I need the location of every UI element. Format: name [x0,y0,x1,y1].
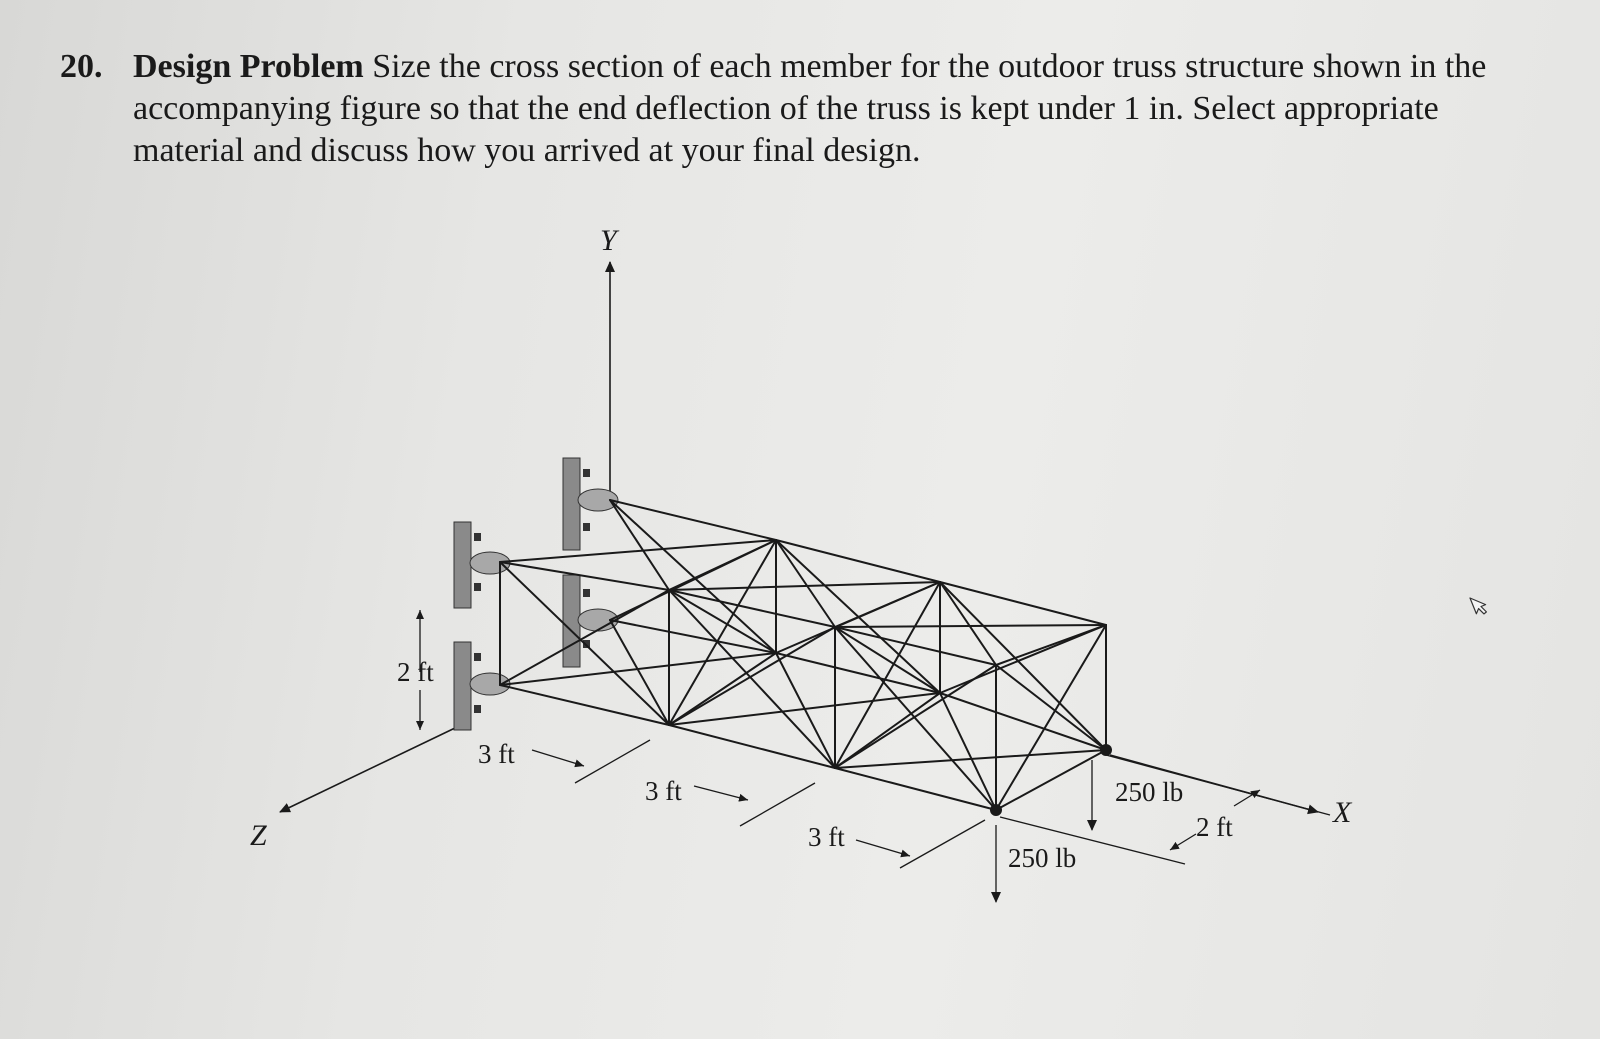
support-top-front [454,522,510,608]
truss-members [500,500,1106,810]
x-axis-label: X [1333,796,1352,829]
bay3-dimension-label: 3 ft [808,822,845,852]
loaded-joint-back [1100,744,1112,756]
load-front-label: 250 lb [1008,843,1077,873]
problem-number: 20. [60,48,103,85]
bay2-dimension-label: 3 ft [645,776,682,806]
z-axis [280,728,455,812]
wall-supports [454,458,618,730]
problem-heading: Design Problem [133,48,364,85]
loaded-joint-front [990,804,1002,816]
load-back-label: 250 lb [1115,777,1184,807]
bay1-dimension-label: 3 ft [478,739,515,769]
depth-dimension-label: 2 ft [1196,812,1233,842]
y-axis-label: Y [600,224,617,257]
height-dimension-label: 2 ft [397,657,434,687]
z-axis-label: Z [250,819,267,852]
mouse-cursor-icon [1470,594,1489,617]
problem-text: Size the cross section of each member for the outdoor truss structure shown in the accompanying figure so that the end deflection of the truss is kept under 1 in. Select appropriate material and discuss how you arrived at your final design. [133,48,1487,169]
